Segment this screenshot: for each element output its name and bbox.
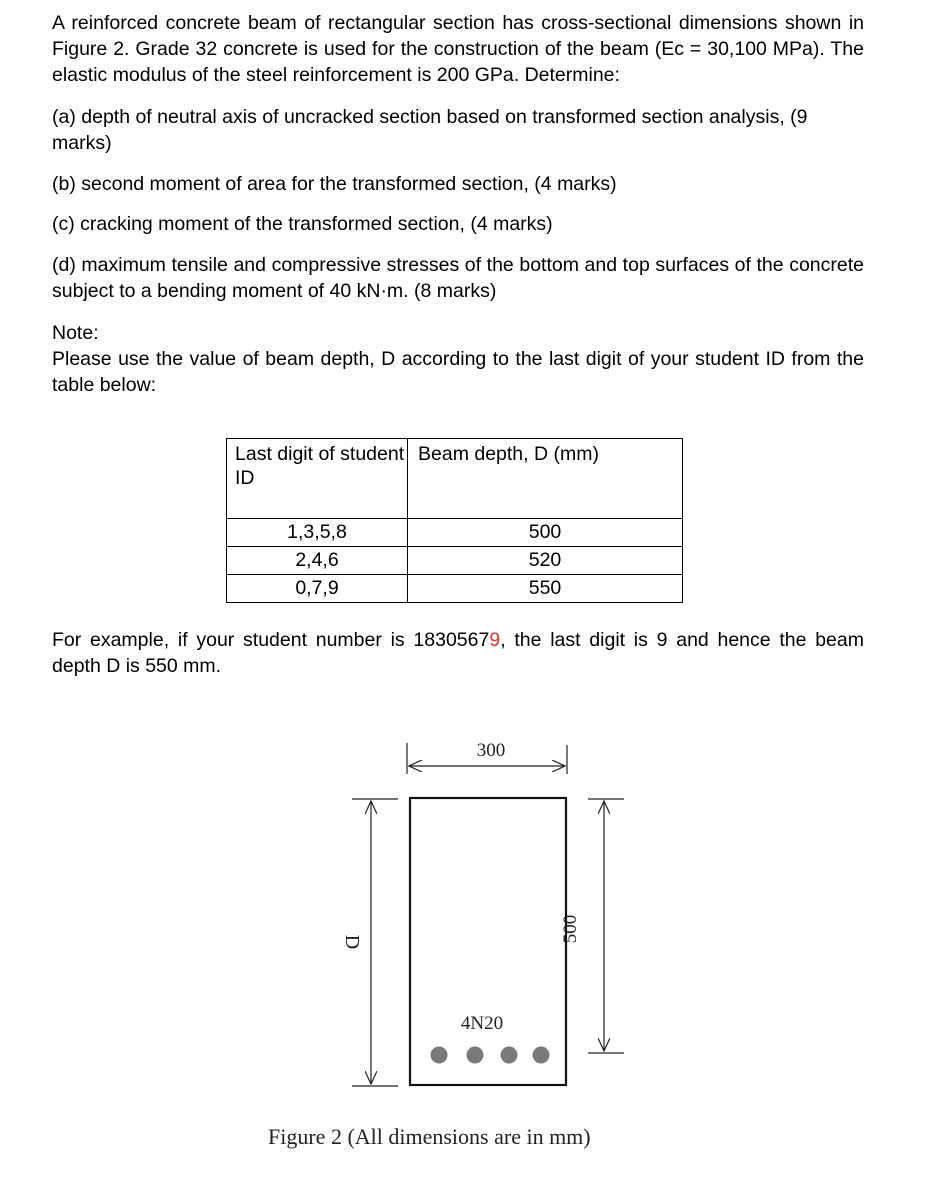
figure-caption: Figure 2 (All dimensions are in mm)	[268, 1124, 591, 1149]
beam-cross-section-figure	[0, 712, 926, 1192]
table-row	[227, 547, 683, 575]
rebar	[431, 1047, 448, 1064]
example-last-digit: 9	[489, 629, 501, 651]
table-header-row	[227, 439, 683, 519]
table-cell-depth: 550	[408, 575, 683, 603]
table-cell-digits: 1,3,5,8	[227, 519, 408, 547]
table-cell-depth: 500	[408, 519, 683, 547]
table-header-last-digit: Last digit of student ID	[227, 439, 408, 519]
table-row	[227, 575, 683, 603]
effective-depth-label: 500	[560, 914, 581, 944]
example-prefix: For example, if your student number is	[52, 629, 414, 651]
beam-section	[410, 798, 566, 1085]
table-cell-digits: 0,7,9	[227, 575, 408, 603]
table-cell-digits: 2,4,6	[227, 547, 408, 575]
table-header-beam-depth: Beam depth, D (mm)	[408, 439, 683, 519]
depth-label: D	[341, 934, 363, 950]
width-label: 300	[476, 740, 506, 761]
rebar	[467, 1047, 484, 1064]
question-part-c: (c) cracking moment of the transformed section, (4 marks)	[52, 213, 553, 235]
rebar	[533, 1047, 550, 1064]
rebar	[501, 1047, 518, 1064]
question-part-a: (a) depth of neutral axis of uncracked section based on transformed section analysis, (9 marks)	[52, 106, 808, 154]
example-text	[52, 627, 864, 679]
note-label: Note:	[52, 322, 99, 344]
question-intro: A reinforced concrete beam of rectangular section has cross-sectional dimensions shown in Figure 2. Grade 32 concrete is used for the construction of the beam (Ec = 30,100 MPa). The elastic modulus of the steel reinforcement is 200 GPa. Determine:	[52, 12, 864, 86]
table-cell-depth: 520	[408, 547, 683, 575]
example-suffix: , the last digit is 9 and hence the beam depth D is 550 mm.	[52, 629, 864, 677]
bars-label: 4N20	[460, 1013, 504, 1034]
question-part-b: (b) second moment of area for the transformed section, (4 marks)	[52, 173, 617, 195]
example-number: 1830567	[413, 629, 490, 651]
note-text: Please use the value of beam depth, D according to the last digit of your student ID from the table below:	[52, 348, 864, 396]
question-part-d: (d) maximum tensile and compressive stresses of the bottom and top surfaces of the concrete subject to a bending moment of 40 kN·m. (8 marks)	[52, 254, 864, 302]
table-row	[227, 519, 683, 547]
beam-depth-table	[226, 438, 683, 603]
